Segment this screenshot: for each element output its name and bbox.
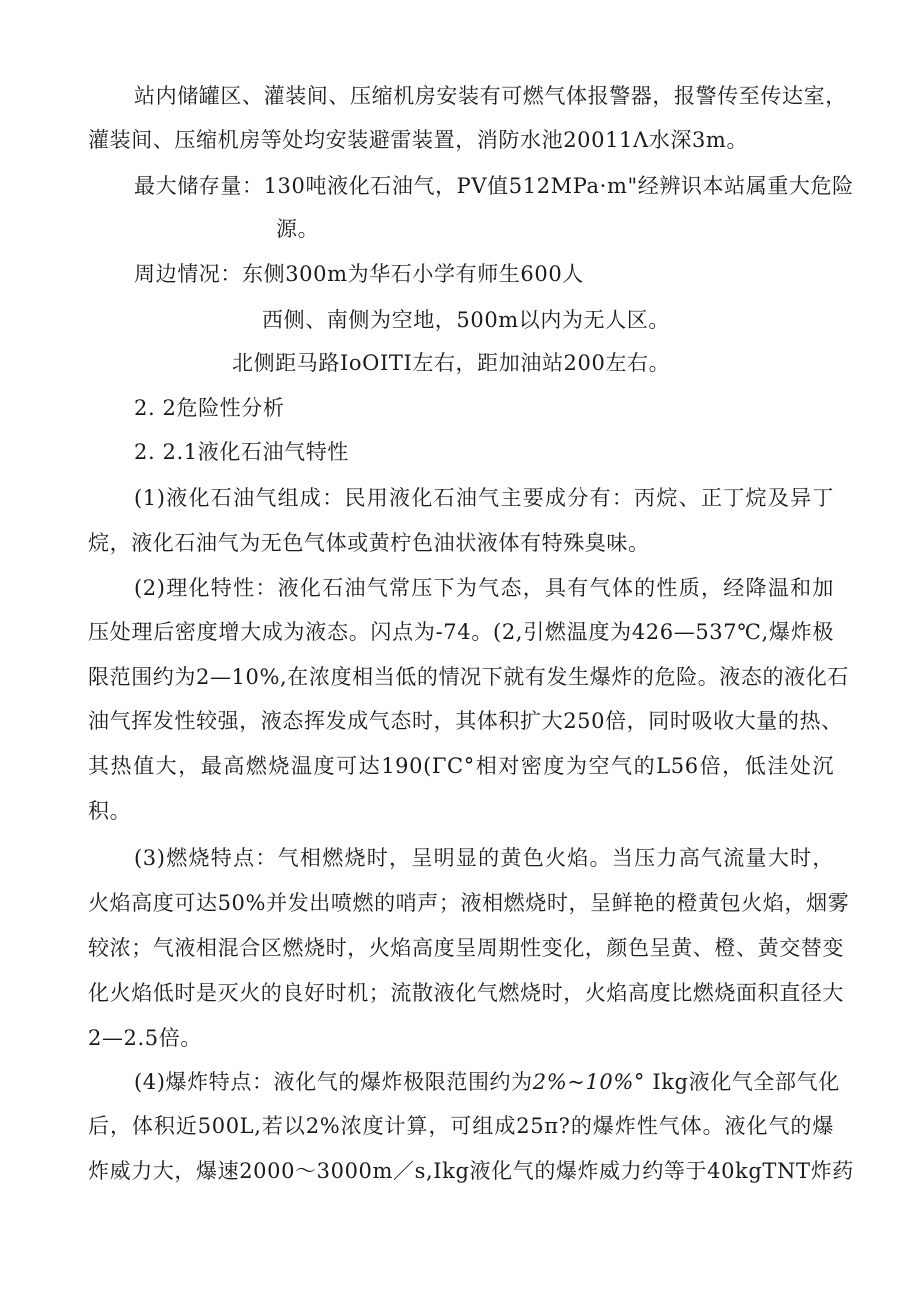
text-line: 北侧距马路IoOITI左右，距加油站200左右。 xyxy=(232,351,671,375)
text-line xyxy=(134,1072,840,1093)
text-line: 源。 xyxy=(276,217,320,241)
text-line: 较浓；气液相混合区燃烧时，火焰高度呈周期性变化，颜色呈黄、橙、黄交替变 xyxy=(88,936,844,960)
text-fragment: Ikg液化气全部气化 xyxy=(652,1070,840,1094)
text-line: 油气挥发性较强，液态挥发成气态时，其体积扩大250倍，同时吸收大量的热、 xyxy=(88,709,843,733)
text-line: 积。 xyxy=(88,799,132,823)
text-line: (3)燃烧特点：气相燃烧时，呈明显的黄色火焰。当压力高气流量大时， xyxy=(134,846,834,870)
text-line: 灌装间、压缩机房等处均安装避雷装置，消防水池20011Λ水深3m。 xyxy=(88,128,749,152)
text-line: 其热值大，最高燃烧温度可达190(ΓC°相对密度为空气的L56倍，低洼处沉 xyxy=(88,754,834,778)
section-heading: 2. 2危险性分析 xyxy=(134,396,285,420)
text-line: (1)液化石油气组成：民用液化石油气主要成分有：丙烷、正丁烷及异丁 xyxy=(134,486,834,510)
subsection-heading: 2. 2.1液化石油气特性 xyxy=(134,440,349,464)
text-fragment: (4)爆炸特点：液化气的爆炸极限范围约为 xyxy=(134,1070,533,1094)
text-line: 化火焰低时是灭火的良好时机；流散液化气燃烧时，火焰高度比燃烧面积直径大 xyxy=(88,981,844,1005)
text-fragment-italic: 2%~10%° xyxy=(532,1070,646,1094)
text-line: 最大储存量：130吨液化石油气，PV值512MPa·m"经辨识本站属重大危险 xyxy=(134,174,854,198)
text-line: 站内储罐区、灌装间、压缩机房安装有可燃气体报警器，报警传至传达室， xyxy=(134,84,847,108)
text-line: 周边情况：东侧300m为华石小学有师生600人 xyxy=(134,262,584,286)
text-line: 烷，液化石油气为无色气体或黄柠色油状液体有特殊臭味。 xyxy=(88,531,650,555)
text-line: 压处理后密度增大成为液态。闪点为-74。(2,引燃温度为426—537℃,爆炸极 xyxy=(88,620,834,644)
text-line: 后，体积近500L,若以2%浓度计算，可组成25π?的爆炸性气体。液化气的爆 xyxy=(88,1114,834,1138)
text-line: 2—2.5倍。 xyxy=(88,1026,202,1050)
text-line: (2)理化特性：液化石油气常压下为气态，具有气体的性质，经降温和加 xyxy=(134,576,834,600)
text-line: 火焰高度可达50%并发出喷燃的哨声；液相燃烧时，呈鲜艳的橙黄包火焰，烟雾 xyxy=(88,891,850,915)
text-line: 西侧、南侧为空地，500m以内为无人区。 xyxy=(262,308,670,332)
text-line: 限范围约为2—10%,在浓度相当低的情况下就有发生爆炸的危险。液态的液化石 xyxy=(88,665,849,689)
text-line: 炸威力大，爆速2000～3000m／s,Ikg液化气的爆炸威力约等于40kgTNT炸药 xyxy=(88,1159,854,1183)
